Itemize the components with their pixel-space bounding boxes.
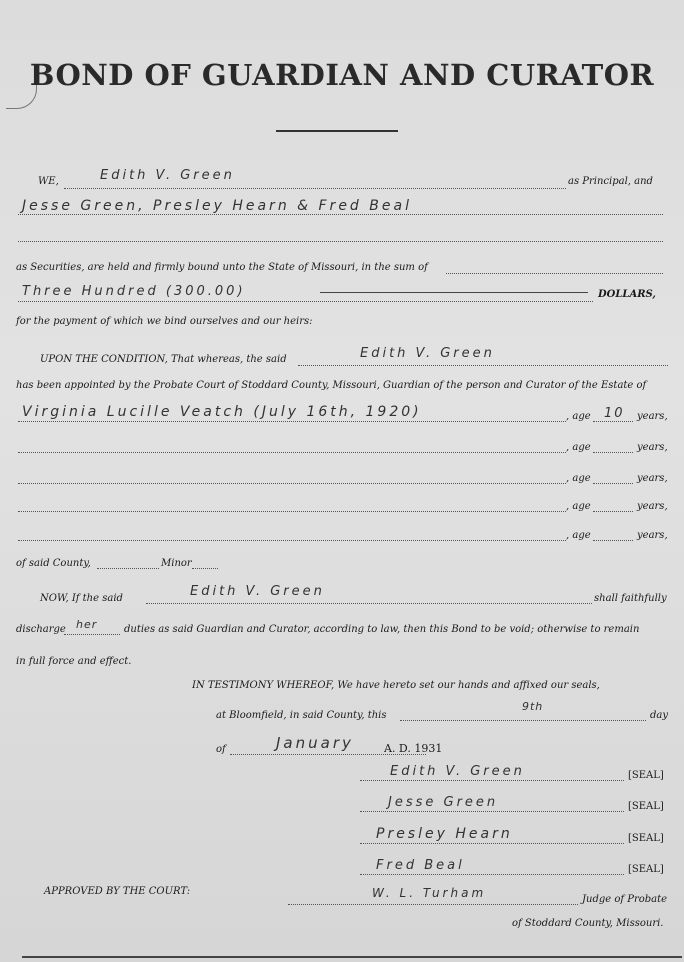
we-label: WE, — [38, 176, 59, 187]
appointed-text: has been appointed by the Probate Court of Stoddard County, Missouri, Guardian of the person and Curator of the Estate of — [16, 380, 647, 391]
condition-label: UPON THE CONDITION, That whereas, the said — [40, 354, 287, 365]
signature-1: Edith V. Green — [390, 764, 525, 779]
blank-line — [18, 241, 663, 242]
title-rule — [276, 130, 398, 132]
minor-label: Minor — [161, 558, 192, 569]
month-value: January — [276, 734, 354, 752]
sum-line-a — [446, 273, 663, 274]
sig-line-1 — [360, 780, 624, 781]
testimony-text: IN TESTIMONY WHEREOF, We have hereto set our hands and affixed our seals, — [192, 680, 600, 691]
county-label: of Stoddard County, Missouri. — [512, 918, 664, 929]
years-2: years, — [637, 442, 668, 453]
sum-line-b — [18, 301, 593, 302]
seal-4: [SEAL] — [628, 864, 664, 875]
minor-name: Virginia Lucille Veatch (July 16th, 1920) — [22, 404, 422, 420]
bottom-rule — [22, 956, 682, 958]
signature-4: Fred Beal — [376, 858, 465, 873]
ad-year: A. D. 1931 — [384, 742, 443, 755]
discharge-label: discharge — [16, 624, 66, 635]
seal-3: [SEAL] — [628, 833, 664, 844]
minor-line — [192, 568, 218, 569]
her-value: her — [76, 618, 98, 631]
age-line-2 — [593, 452, 633, 453]
duties-text: duties as said Guardian and Curator, according to law, then this Bond to be void; otherwise to remain — [124, 624, 640, 635]
now-label: NOW, If the said — [40, 593, 123, 604]
age-label-3: , age — [566, 473, 591, 484]
her-line — [64, 634, 120, 635]
full-force-text: in full force and effect. — [16, 656, 132, 667]
principal-line — [64, 188, 566, 189]
minor-line-1 — [18, 421, 566, 422]
condition-line — [298, 365, 668, 366]
securities-text: as Securities, are held and firmly bound unto the State of Missouri, in the sum of — [16, 262, 428, 273]
sig-line-4 — [360, 874, 624, 875]
document-title: BOND OF GUARDIAN AND CURATOR — [29, 58, 655, 92]
years-3: years, — [637, 473, 668, 484]
condition-name: Edith V. Green — [360, 346, 495, 361]
county-text: of said County, — [16, 558, 91, 569]
sureties-line — [18, 214, 663, 215]
age-line-1 — [593, 421, 633, 422]
minor-line-4 — [18, 511, 566, 512]
age-line-5 — [593, 540, 633, 541]
age-line-3 — [593, 483, 633, 484]
sig-line-3 — [360, 843, 624, 844]
minor-line-5 — [18, 540, 566, 541]
seal-1: [SEAL] — [628, 770, 664, 781]
age-label-4: , age — [566, 501, 591, 512]
day-line — [400, 720, 646, 721]
age-label-2: , age — [566, 442, 591, 453]
judge-line — [288, 904, 578, 905]
judge-signature: W. L. Turham — [372, 886, 487, 900]
now-line — [146, 603, 592, 604]
sig-line-2 — [360, 811, 624, 812]
minor-line-3 — [18, 483, 566, 484]
years-5: years, — [637, 530, 668, 541]
age-value: 10 — [604, 406, 625, 421]
bloomfield-text: at Bloomfield, in said County, this — [216, 710, 387, 721]
now-name: Edith V. Green — [190, 584, 325, 599]
principal-name: Edith V. Green — [100, 168, 235, 183]
of-label: of — [216, 744, 226, 755]
county-line — [97, 568, 159, 569]
age-label-5: , age — [566, 530, 591, 541]
approved-label: APPROVED BY THE COURT: — [44, 886, 191, 897]
signature-3: Presley Hearn — [376, 826, 513, 842]
day-value: 9th — [522, 700, 544, 713]
judge-label: Judge of Probate — [582, 894, 668, 905]
minor-line-2 — [18, 452, 566, 453]
dollars-label: DOLLARS, — [598, 289, 656, 300]
years-1: years, — [637, 411, 668, 422]
day-label: day — [650, 710, 669, 721]
payment-text: for the payment of which we bind ourselves and our heirs: — [16, 316, 313, 327]
age-label-1: , age — [566, 411, 591, 422]
age-line-4 — [593, 511, 633, 512]
sum-dash — [320, 292, 588, 293]
faithfully-label: shall faithfully — [594, 593, 667, 604]
sureties-names: Jesse Green, Presley Hearn & Fred Beal — [22, 198, 412, 214]
years-4: years, — [637, 501, 668, 512]
signature-2: Jesse Green — [388, 795, 499, 810]
as-principal-label: as Principal, and — [568, 176, 653, 187]
seal-2: [SEAL] — [628, 801, 664, 812]
sum-words: Three Hundred (300.00) — [22, 284, 246, 299]
